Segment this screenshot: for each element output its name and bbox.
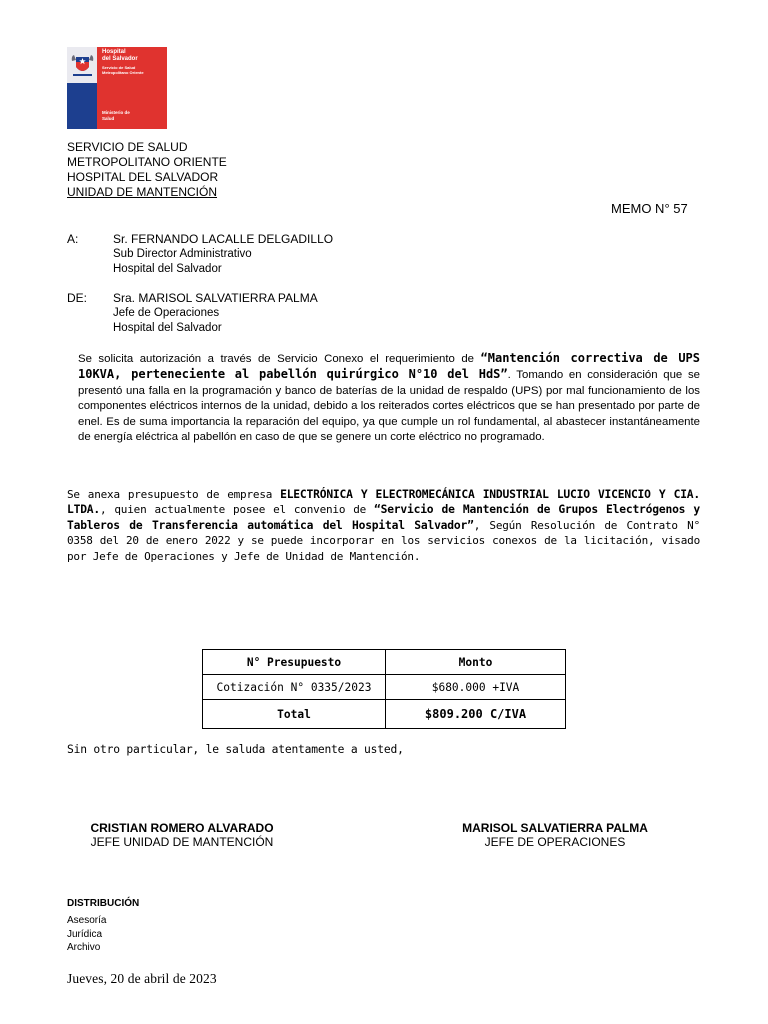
column-header: Monto bbox=[386, 650, 566, 675]
from-label: DE: bbox=[67, 291, 88, 305]
hospital-logo bbox=[67, 47, 167, 129]
from-block bbox=[113, 291, 318, 336]
logo-ministry: Ministerio de Salud bbox=[102, 110, 130, 121]
total-label: Total bbox=[203, 700, 386, 729]
to-label: A: bbox=[67, 232, 79, 246]
request-paragraph: Se solicita autorización a través de Servicio Conexo el requerimiento de “Mantención correctiva de UPS 10KVA, perteneciente al pabellón quirúrgico N°10 del HdS”. Tomando en consideración que se presentó una falla en la programación y banco de baterías de la unidad de respaldo (UPS) por mal funcionamiento de los componentes eléctricos internos de la unidad, debido a los reiterados cortes eléctricos que se han presentado por parte de enel. Es de suma importancia la reparación del equipo, ya que cumple un rol fundamental, al abastecer instantáneamente de energía eléctrica al pabellón en caso de que se genere un corte eléctrico no programado. bbox=[78, 351, 700, 444]
budget-paragraph: Se anexa presupuesto de empresa ELECTRÓNICA Y ELECTROMECÁNICA INDUSTRIAL LUCIO VICENCIO Y CIA. LTDA., quien actualmente posee el convenio de “Servicio de Mantención de Grupos Electrógenos y Tableros de Transferencia automática del Hospital Salvador”, Según Resolución de Contrato N° 0358 del 20 de enero 2022 y se puede incorporar en los servicios conexos de la licitación, visado por Jefe de Operaciones y Jefe de Unidad de Mantención. bbox=[67, 488, 700, 563]
signature-block bbox=[62, 821, 302, 849]
signer-role: JEFE DE OPERACIONES bbox=[484, 835, 626, 849]
logo-subtitle: Servicio de Salud Metropolitano Oriente bbox=[102, 65, 144, 75]
logo-title: Hospital del Salvador bbox=[102, 49, 138, 62]
to-block bbox=[113, 232, 333, 277]
budget-table bbox=[202, 649, 566, 729]
company-name: ELECTRÓNICA Y ELECTROMECÁNICA INDUSTRIAL LUCIO VICENCIO Y CIA. LTDA. bbox=[67, 488, 700, 517]
signature-block bbox=[435, 821, 675, 849]
table-row bbox=[203, 675, 566, 700]
list-item: Asesoría bbox=[67, 915, 107, 926]
list-item: Jurídica bbox=[67, 928, 103, 940]
to-org: Hospital del Salvador bbox=[113, 263, 222, 275]
table-cell: $680.000 +IVA bbox=[386, 675, 566, 700]
column-header: N° Presupuesto bbox=[203, 650, 386, 675]
total-value: $809.200 C/IVA bbox=[386, 700, 566, 729]
list-item: Archivo bbox=[67, 942, 101, 953]
letterhead-line: METROPOLITANO ORIENTE bbox=[67, 155, 227, 169]
distribution-list bbox=[67, 914, 106, 955]
signer-name: MARISOL SALVATIERRA PALMA bbox=[462, 821, 648, 835]
table-header-row bbox=[203, 650, 566, 675]
to-name: Sr. FERNANDO LACALLE DELGADILLO bbox=[113, 232, 334, 246]
signer-name: CRISTIAN ROMERO ALVARADO bbox=[90, 821, 274, 835]
document-date: Jueves, 20 de abril de 2023 bbox=[67, 971, 217, 986]
request-subject: “Mantención correctiva de UPS 10KVA, perteneciente al pabellón quirúrgico N°10 del HdS” bbox=[78, 351, 700, 382]
chile-coat-of-arms-icon bbox=[70, 51, 95, 79]
memo-number: MEMO N° 57 bbox=[611, 201, 688, 216]
to-title: Sub Director Administrativo bbox=[113, 248, 252, 260]
closing-line: Sin otro particular, le saluda atentamente a usted, bbox=[67, 743, 404, 756]
table-total-row bbox=[203, 700, 566, 729]
from-name: Sra. MARISOL SALVATIERRA PALMA bbox=[113, 291, 318, 305]
contract-name: “Servicio de Mantención de Grupos Electrógenos y Tableros de Transferencia automática del Hospital Salvador” bbox=[67, 503, 700, 532]
distribution-title: DISTRIBUCIÓN bbox=[67, 898, 140, 909]
from-title: Jefe de Operaciones bbox=[113, 307, 220, 319]
table-cell: Cotización N° 0335/2023 bbox=[203, 675, 386, 700]
signer-role: JEFE UNIDAD DE MANTENCIÓN bbox=[90, 835, 274, 849]
letterhead-unit: UNIDAD DE MANTENCIÓN bbox=[67, 185, 218, 199]
letterhead-line: HOSPITAL DEL SALVADOR bbox=[67, 170, 219, 184]
from-org: Hospital del Salvador bbox=[113, 322, 222, 334]
letterhead bbox=[67, 140, 227, 200]
letterhead-line: SERVICIO DE SALUD bbox=[67, 140, 188, 154]
